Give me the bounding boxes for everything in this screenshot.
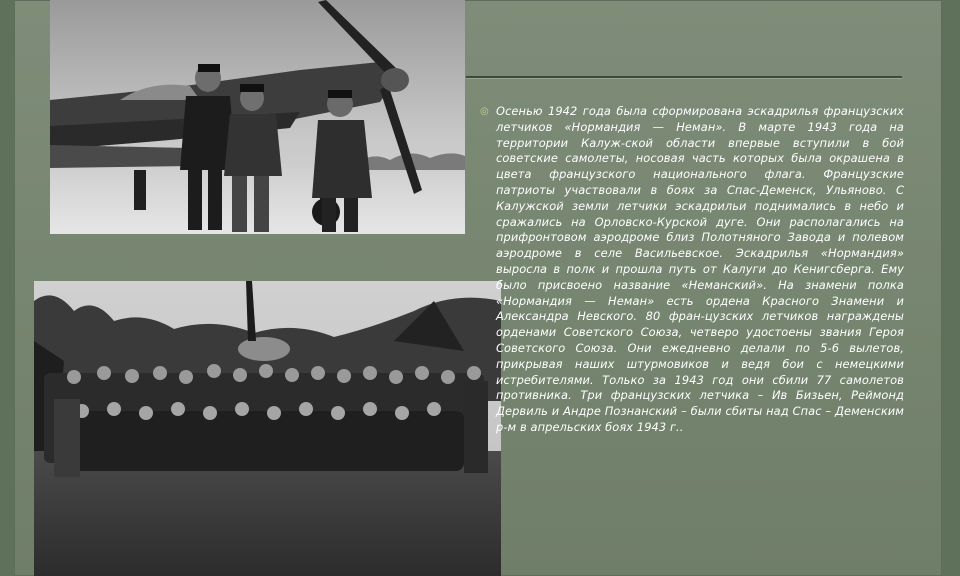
slide-left-edge	[0, 0, 14, 576]
photo-pilots-with-plane	[50, 0, 465, 234]
slide-text-block	[480, 104, 904, 436]
body-paragraph: Осенью 1942 года была сформирована эскадрилья французских летчиков «Нормандия — Неман». В марте 1943 года на территории Калуж-ской области впервые вступили в бой советские самолеты, носовая часть которых была окрашена в цвета французского национального флага. Французские патриоты участвовали в боях за Спас-Деменск, Ульяново. С Калужской земли летчики эскадрильи поднимались в небо и сражались на Орловско-Курской дуге. Они располагались на прифронтовом аэродроме близ Полотняного Завода и полевом аэродроме в селе Васильевское. Эскадрилья «Нормандия» выросла в полк и прошла путь от Калуги до Кенигсберга. Ему было присвоено название «Неманский». На знамени полка «Нормандия — Неман» есть ордена Красного Знамени и Александра Невского. 80 фран-цузских летчиков награждены орденами Советского Союза, четверо удостоены звания Героя Советского Союза. Они ежедневно делали по 5-6 вылетов, прикрывая наших штурмовиков и ведя бои с немецкими истребителями. Только за 1943 год они сбили 77 самолетов противника. Три французских летчика – Ив Бизьен, Реймонд Дервиль и Андре Познанский – были сбиты над Спас – Деменским р-м в апрельских боях 1943 г..	[496, 104, 904, 434]
target-bullet-icon: ◎	[480, 106, 489, 117]
slide-right-edge	[942, 0, 960, 576]
photo-group-of-pilots	[34, 281, 501, 576]
title-divider-line	[466, 76, 902, 78]
